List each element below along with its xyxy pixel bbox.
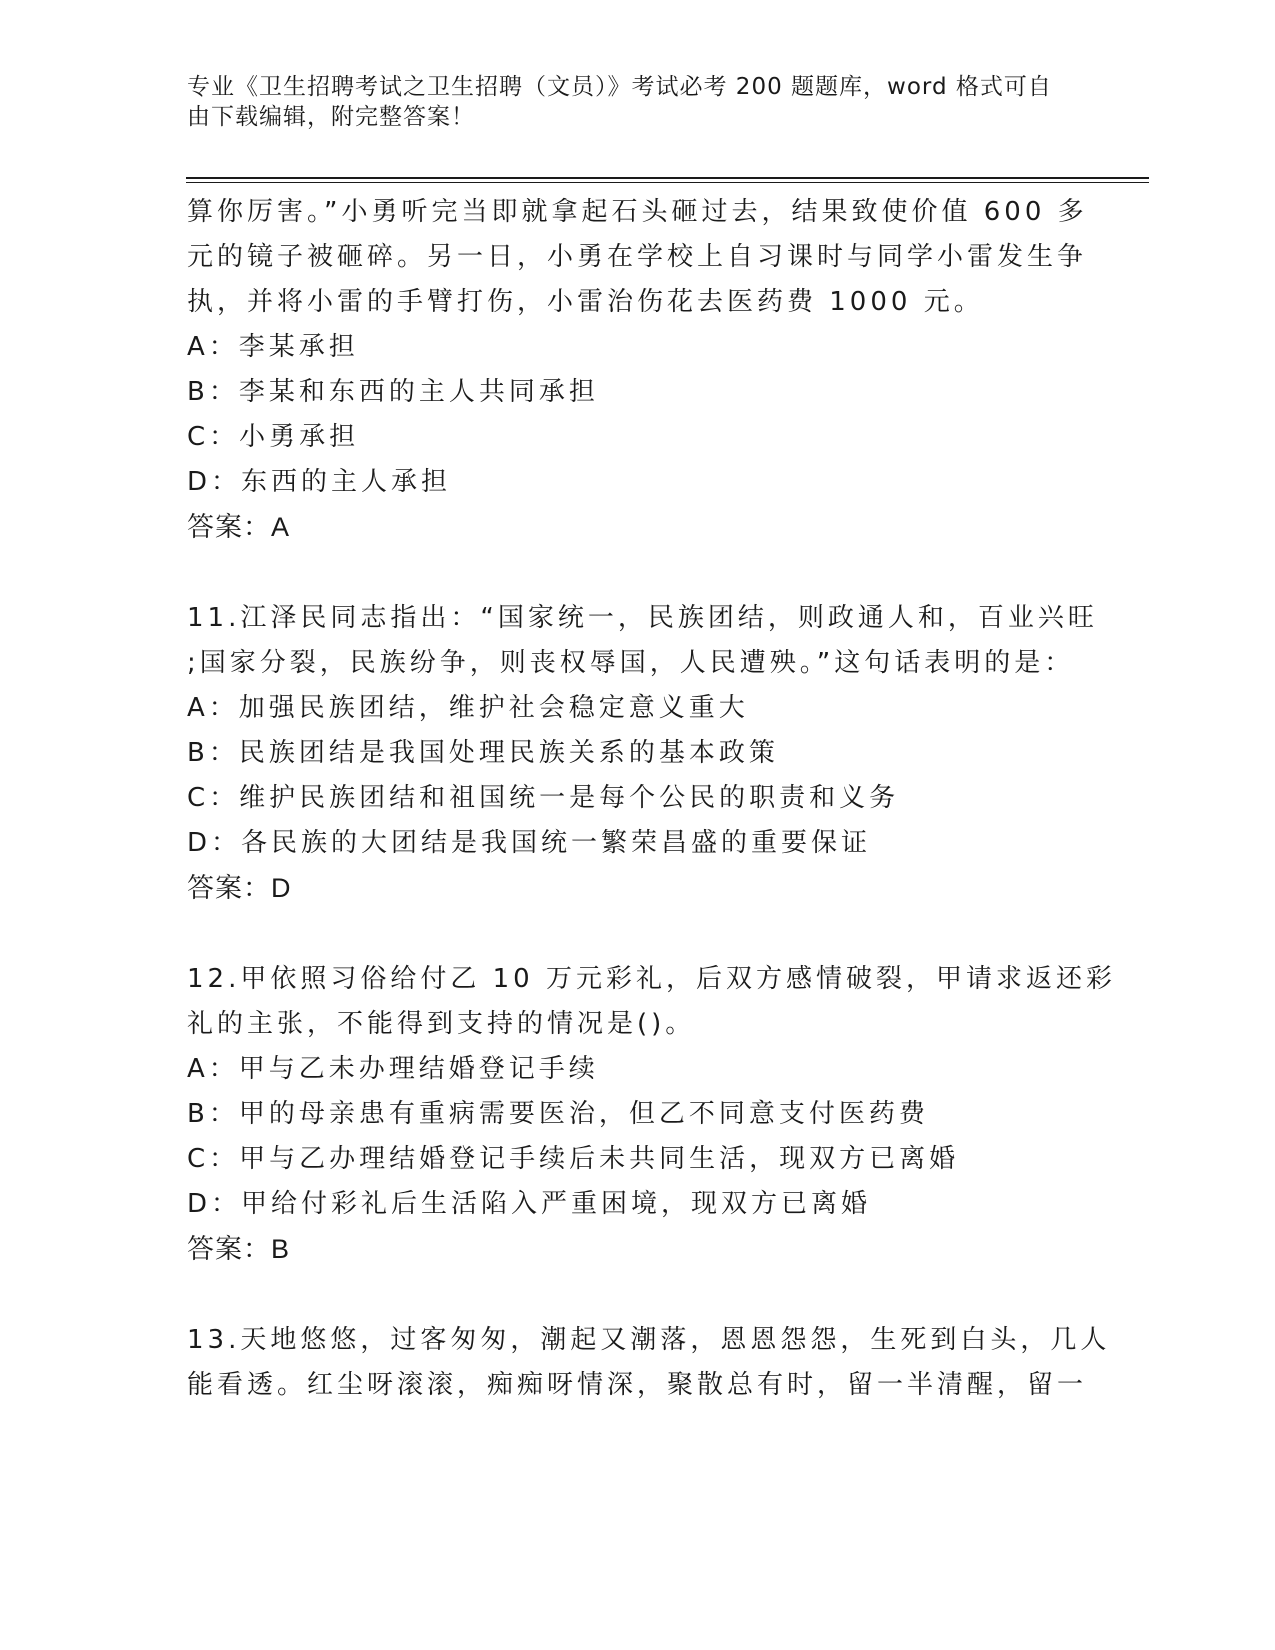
question-13 [187,1318,1111,1408]
option-a: A：甲与乙未办理结婚登记手续 [187,1054,599,1084]
option-d: D：东西的主人承担 [187,467,452,497]
header-divider-thin [186,182,1149,183]
option-d: D：各民族的大团结是我国统一繁荣昌盛的重要保证 [187,828,872,858]
question-12 [187,957,1116,1272]
question-text-line: 12.甲依照习俗给付乙 10 万元彩礼，后双方感情破裂，甲请求返还彩 [187,964,1116,994]
answer-line: 答案：A [187,512,291,542]
question-text-line: 礼的主张，不能得到支持的情况是()。 [187,1009,696,1039]
header-divider-thick [186,177,1149,179]
option-c: C：维护民族团结和祖国统一是每个公民的职责和义务 [187,783,900,813]
option-c: C：甲与乙办理结婚登记手续后未共同生活，现双方已离婚 [187,1144,960,1174]
option-b: B：李某和东西的主人共同承担 [187,377,599,407]
option-d: D：甲给付彩礼后生活陷入严重困境，现双方已离婚 [187,1189,872,1219]
question-text-line: 11.江泽民同志指出：“国家统一，民族团结，则政通人和，百业兴旺 [187,603,1098,633]
option-a: A：李某承担 [187,332,359,362]
question-continuation [187,190,1087,550]
answer-line: 答案：B [187,1234,291,1264]
question-text-line: ;国家分裂，民族纷争，则丧权辱国，人民遭殃。”这句话表明的是： [187,648,1075,678]
question-text-line: 执，并将小雷的手臂打伤，小雷治伤花去医药费 1000 元。 [187,287,984,317]
question-11 [187,596,1098,911]
header-line-2: 由下载编辑，附完整答案！ [187,104,475,130]
option-a: A：加强民族团结，维护社会稳定意义重大 [187,693,749,723]
question-text-line: 能看透。红尘呀滚滚，痴痴呀情深，聚散总有时，留一半清醒，留一 [187,1370,1088,1400]
option-c: C：小勇承担 [187,422,360,452]
header-line-1: 专业《卫生招聘考试之卫生招聘（文员）》考试必考 200 题题库，word 格式可自 [187,74,1052,100]
option-b: B：甲的母亲患有重病需要医治，但乙不同意支付医药费 [187,1099,929,1129]
question-text-line: 13.天地悠悠，过客匆匆，潮起又潮落，恩恩怨怨，生死到白头，几人 [187,1325,1111,1355]
question-text-line: 元的镜子被砸碎。另一日，小勇在学校上自习课时与同学小雷发生争 [187,242,1088,272]
answer-line: 答案：D [187,873,292,903]
question-text-line: 算你厉害。”小勇听完当即就拿起石头砸过去，结果致使价值 600 多 [187,197,1088,227]
document-body [187,190,1116,1408]
option-b: B：民族团结是我国处理民族关系的基本政策 [187,738,779,768]
page-header [187,72,1067,132]
